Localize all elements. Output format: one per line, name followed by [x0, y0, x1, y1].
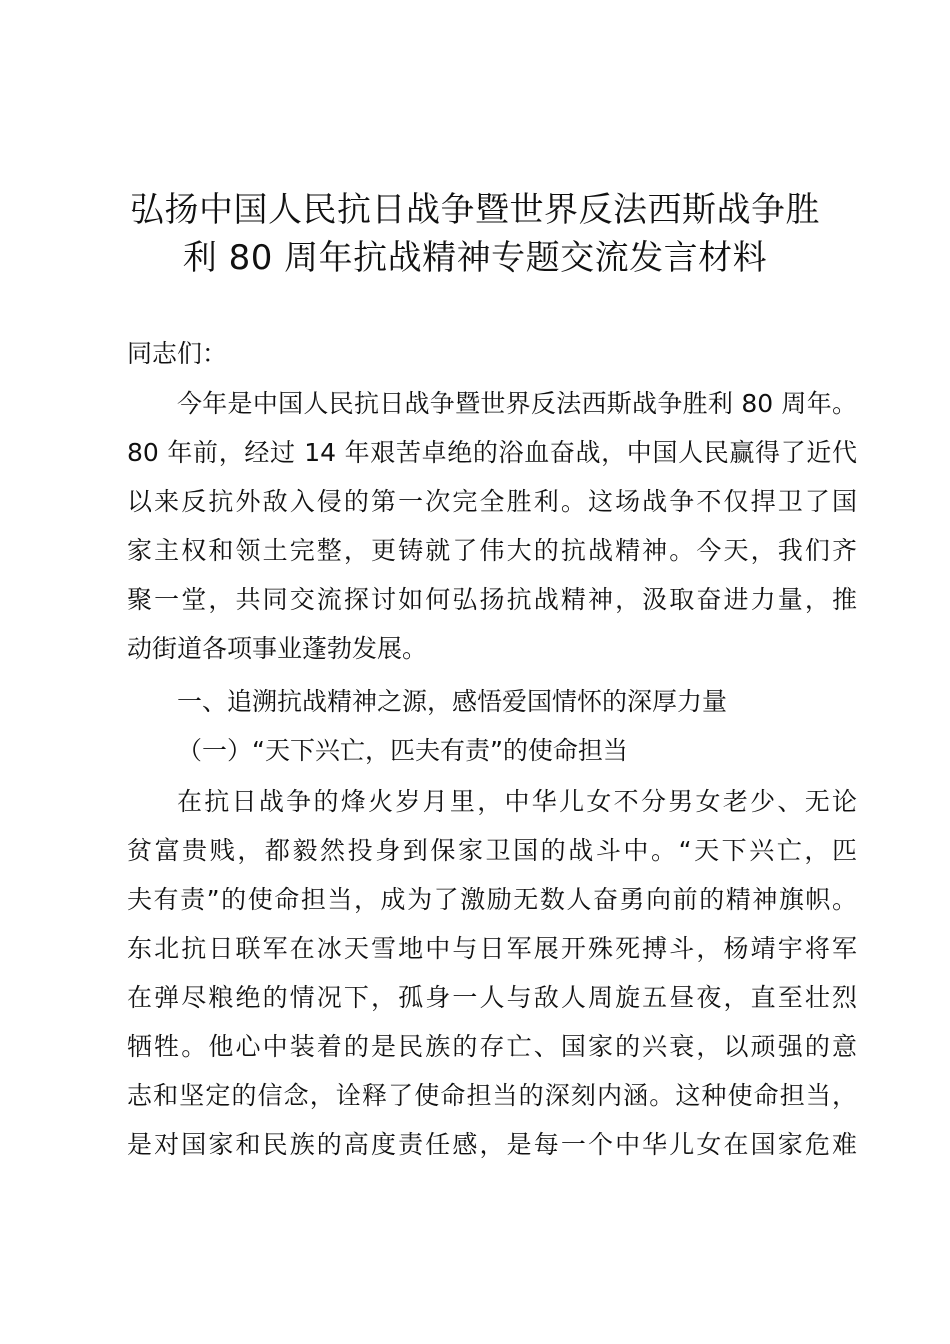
paragraph-line: 80 年前，经过 14 年艰苦卓绝的浴血奋战，中国人民赢得了近代: [127, 438, 857, 467]
paragraph-line: 动街道各项事业蓬勃发展。: [127, 634, 428, 663]
paragraph-line: 今年是中国人民抗日战争暨世界反法西斯战争胜利 80 周年。: [177, 389, 857, 418]
document-title-line-1: 弘扬中国人民抗日战争暨世界反法西斯战争胜: [130, 190, 820, 230]
section-heading: 一、追溯抗战精神之源，感悟爱国情怀的深厚力量: [177, 687, 728, 716]
paragraph-line: 贫富贵贱，都毅然投身到保家卫国的战斗中。“天下兴亡，匹: [127, 836, 857, 865]
paragraph-line: 在弹尽粮绝的情况下，孤身一人与敌人周旋五昼夜，直至壮烈: [127, 983, 857, 1012]
paragraph-line: 以来反抗外敌入侵的第一次完全胜利。这场战争不仅捍卫了国: [127, 487, 857, 516]
paragraph-line: 夫有责”的使命担当，成为了激励无数人奋勇向前的精神旗帜。: [127, 885, 857, 914]
salutation: 同志们：: [127, 339, 228, 368]
paragraph-line: 聚一堂，共同交流探讨如何弘扬抗战精神，汲取奋进力量，推: [127, 585, 857, 614]
document-title-line-2: 利 80 周年抗战精神专题交流发言材料: [182, 238, 768, 278]
paragraph-line: 是对国家和民族的高度责任感，是每一个中华儿女在国家危难: [127, 1130, 857, 1159]
paragraph-line: 牺牲。他心中装着的是民族的存亡、国家的兴衰，以顽强的意: [127, 1032, 857, 1061]
subsection-heading: （一）“天下兴亡，匹夫有责”的使命担当: [177, 736, 628, 765]
paragraph-line: 在抗日战争的烽火岁月里，中华儿女不分男女老少、无论: [177, 787, 857, 816]
paragraph-line: 家主权和领土完整，更铸就了伟大的抗战精神。今天，我们齐: [127, 536, 857, 565]
paragraph-line: 东北抗日联军在冰天雪地中与日军展开殊死搏斗，杨靖宇将军: [127, 934, 857, 963]
paragraph-line: 志和坚定的信念，诠释了使命担当的深刻内涵。这种使命担当，: [127, 1081, 857, 1110]
